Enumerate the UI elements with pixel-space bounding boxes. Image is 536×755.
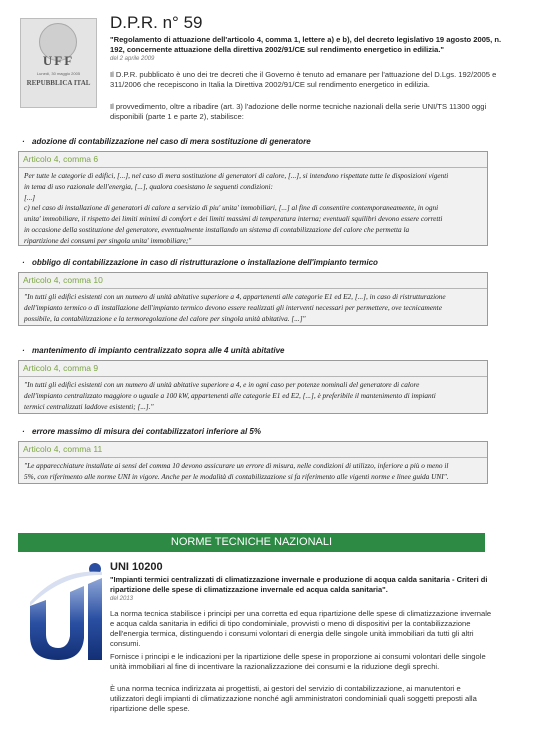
section-bullet [22, 346, 285, 355]
article-title: Articolo 4, comma 10 [19, 273, 487, 289]
article-title: Articolo 4, comma 6 [19, 152, 487, 168]
article-text [19, 289, 487, 324]
article-line: Per tutte le categorie di edifici, [...], nel caso di mera sostituzione di generatori di calore, [...], si intendono rispettate tutte le disposizioni vigenti [24, 171, 449, 180]
bullet-text: errore massimo di misura dei contabilizzatori inferiore al 5% [32, 427, 261, 436]
gazzetta-ufficiale-image [20, 18, 97, 108]
article-line: ripartizione dei consumi per singola unita' immobiliare;" [24, 235, 192, 245]
article-box [18, 441, 488, 484]
section-bullet [22, 427, 261, 436]
article-text [19, 377, 487, 412]
article-text [19, 458, 487, 483]
bullet-icon: · [22, 427, 25, 436]
article-box [18, 360, 488, 414]
article-title: Articolo 4, comma 9 [19, 361, 487, 377]
article-box [18, 272, 488, 326]
section-bullet [22, 137, 311, 146]
gazzetta-masthead: UFF [42, 53, 75, 68]
uni-title: UNI 10200 [110, 561, 163, 573]
dpr-subtitle: "Regolamento di attuazione dell'articolo 4, comma 1, lettere a) e b), del decreto legislativo 19 agosto 2005, n. 192, concernente attuazione della direttiva 2002/91/CE sul rendimento energetico in edilizia." [110, 35, 502, 54]
dpr-paragraph: Il provvedimento, oltre a ribadire (art. 3) l'adozione delle norme tecniche nazionali della serie UNI/TS 11300 oggi disponibili (parte 1 e parte 2), stabilisce: [110, 102, 487, 121]
article-line: in tema di uso razionale dell'energia, [...], qualora coesistano le seguenti condizioni: [24, 181, 273, 191]
gazzetta-republic: REPUBBLICA ITAL [26, 79, 91, 87]
section-bullet [22, 258, 378, 267]
dpr-paragraph: Il D.P.R. pubblicato è uno dei tre decreti che il Governo è tenuto ad emanare per l'attuazione del D.Lgs. 192/2005 e 311/2006 che recepiscono in Italia la Direttiva 2002/91/CE sul rendimento energetico in edilizia. [110, 70, 497, 89]
article-title: Articolo 4, comma 11 [19, 442, 487, 458]
bullet-text: mantenimento di impianto centralizzato sopra alle 4 unità abitative [32, 346, 285, 355]
article-line: 5%, con riferimento alle norme UNI in vigore. Anche per le modalità di contabilizzazione si fa riferimento alle vigenti norme e linee guida UNI". [24, 471, 449, 481]
uni-subtitle: "Impianti termici centralizzati di climatizzazione invernale e produzione di acqua calda sanitaria - Criteri di ripartizione delle spese di climatizzazione invernale ed acqua calda sanitaria". [110, 575, 488, 594]
article-line: c) nel caso di installazione di generatori di calore a servizio di piu' unita' immobiliari, [...] al fine di consentire contemporaneamente, in ogni [24, 203, 439, 213]
uni-paragraph: È una norma tecnica indirizzata ai progettisti, ai gestori del servizio di contabilizzazione, ai manutentori e utilizzatori degli impianti di climatizzazione nonché agli amministratori condominiali quali soggetti preposti alla ripartizione delle spese. [110, 684, 477, 713]
article-line: dell'impianto centralizzato maggiore o uguale a 100 kW, appartenenti alle categorie E1 ed E2, [...], è preferibile il mantenimento di impianti [24, 390, 436, 400]
bullet-text: adozione di contabilizzazione nel caso di mera sostituzione di generatore [32, 137, 311, 146]
uni-paragraph: La norma tecnica stabilisce i principi per una corretta ed equa ripartizione delle spese di climatizzazione invernale e acqua calda sanitaria in edifici di tipo condominiale, provvisti o meno di dispositivi per la contabilizzazione dell'energia termica, distinguendo i consumi volontari di energia delle singole unità immobiliari da tutti gli altri consumi. [110, 609, 492, 648]
dpr-title: D.P.R. n° 59 [110, 13, 203, 32]
section-band [18, 533, 485, 552]
article-line: [...] [24, 192, 36, 202]
article-line: dell'impianto termico o di installazione dell'impianto termico devono essere realizzati gli interventi necessari per permettere, ove tecnicamente [24, 302, 442, 312]
article-text [19, 168, 487, 247]
dpr-date: del 2 aprile 2009 [110, 56, 155, 62]
uni-date: del 2013 [110, 596, 134, 602]
article-line: possibile, la contabilizzazione e la termoregolazione del calore per singola unità abitativa. [...]" [24, 313, 306, 323]
uni-paragraph: Fornisce i principi e le indicazioni per la ripartizione delle spese in proporzione ai consumi volontari delle singole unità immobiliari al fine di incentivare la razionalizzazione dei consumi e la riduzione degli sprechi. [110, 652, 486, 671]
bullet-icon: · [22, 137, 25, 146]
article-line: in occasione della sostituzione del generatore, eventualmente installando un sistema di contabilizzazione del calore che permetta la [24, 224, 410, 234]
article-line: "In tutti gli edifici esistenti con un numero di unità abitative superiore a 4, appartenenti alle categorie E1 ed E2, [...], in caso di ristrutturazione [24, 292, 446, 301]
bullet-icon: · [22, 258, 25, 267]
bullet-text: obbligo di contabilizzazione in caso di ristrutturazione o installazione dell'impianto termico [32, 258, 378, 267]
article-box [18, 151, 488, 246]
gazzetta-date: Lunedì, 30 maggio 2005 [36, 71, 81, 76]
band-title: NORME TECNICHE NAZIONALI [170, 536, 333, 548]
uni-logo-icon [24, 562, 106, 662]
article-line: unita' immobiliare, il rispetto dei limiti minimi di comfort e dei limiti massimi di temperatura interna; eventuali squilibri devono essere corretti [24, 214, 443, 224]
article-line: "Le apparecchiature installate ai sensi del comma 10 devono assicurare un errore di misura, nelle condizioni di utilizzo, inferiore a più o meno il [24, 461, 449, 470]
article-line: termici centralizzati laddove esistenti; [...]." [24, 401, 154, 411]
article-line: "In tutti gli edifici esistenti con un numero di unità abitative superiore a 4, e in ogni caso per potenze nominali del generatore di calore [24, 380, 420, 389]
bullet-icon: · [22, 346, 25, 355]
